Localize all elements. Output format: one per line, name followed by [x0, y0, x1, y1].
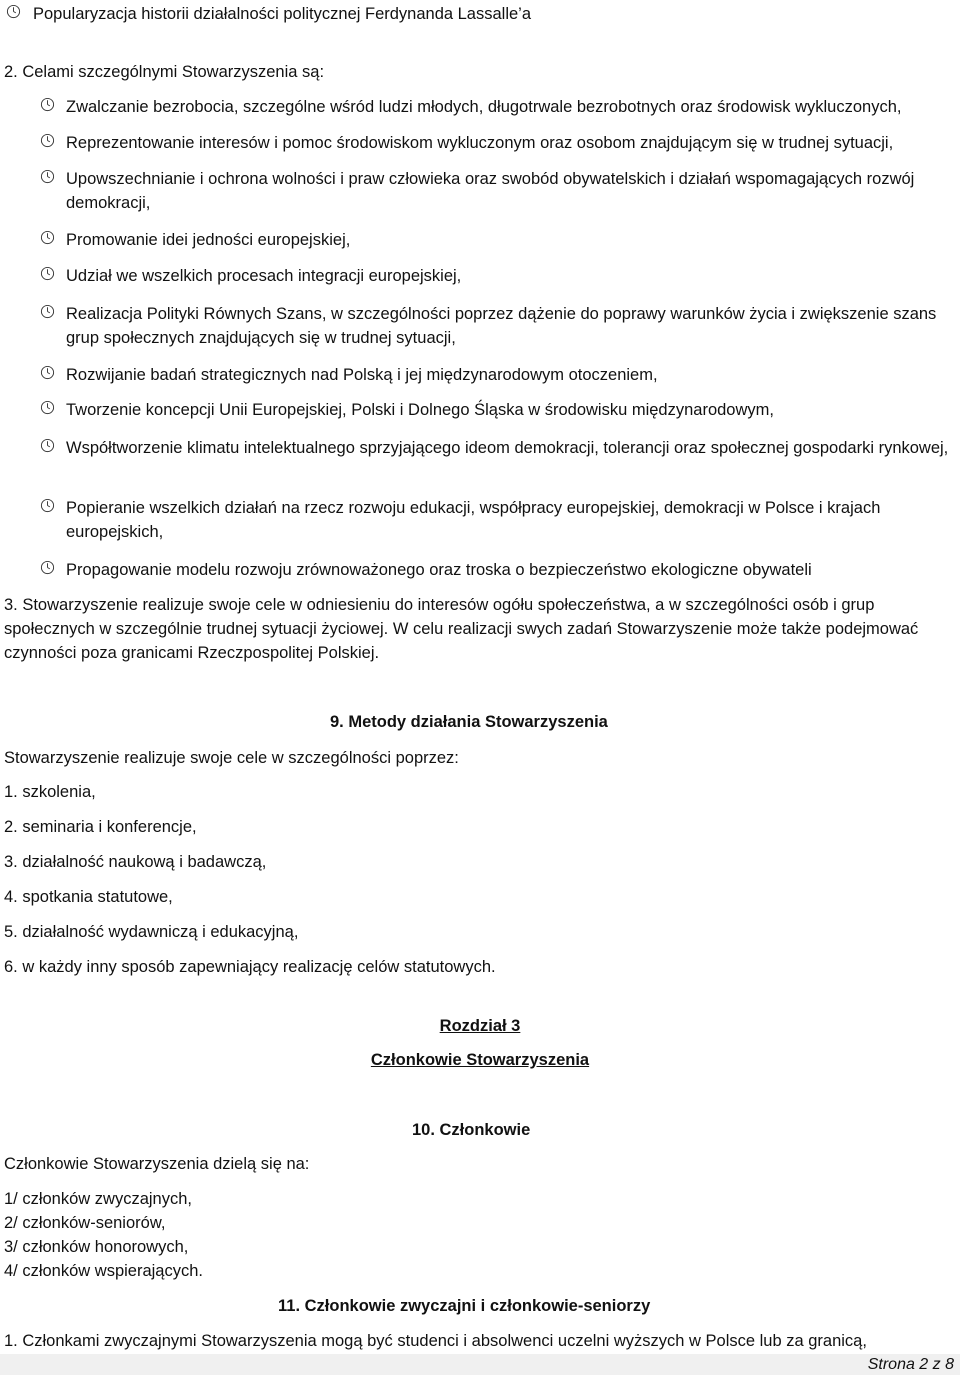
list-item: 6. w każdy inny sposób zapewniający realizację celów statutowych.: [4, 958, 496, 976]
list-item: 4. spotkania statutowe,: [4, 888, 173, 906]
list-item-text: Udział we wszelkich procesach integracji europejskiej,: [66, 267, 462, 285]
section-11-item: 1. Członkami zwyczajnymi Stowarzyszenia mogą być studenci i absolwenci uczelni wyższych w Polsce lub za granicą,: [4, 1332, 867, 1350]
clock-bullet-icon: [40, 560, 55, 575]
clock-bullet-icon: [6, 4, 21, 19]
clock-bullet-icon: [40, 438, 55, 453]
section-10-intro: Członkowie Stowarzyszenia dzielą się na:: [4, 1155, 310, 1173]
list-item: 1. szkolenia,: [4, 783, 96, 801]
list-item: 1/ członków zwyczajnych,: [4, 1190, 192, 1208]
section-11-heading: 11. Członkowie zwyczajni i członkowie-seniorzy: [278, 1297, 651, 1315]
list-item-text: Współtworzenie klimatu intelektualnego sprzyjającego ideom demokracji, tolerancji oraz społecznej gospodarki rynkowej,: [66, 439, 949, 457]
list-item-text: Realizacja Polityki Równych Szans, w szczególności poprzez dążenie do poprawy warunków życia i zwiększenie szans grup społecznych znajdujących się w trudnej sytuacji,: [66, 305, 937, 347]
list-item: 5. działalność wydawniczą i edukacyjną,: [4, 923, 299, 941]
section-10-heading: 10. Członkowie: [412, 1121, 531, 1139]
clock-bullet-icon: [40, 97, 55, 112]
clock-bullet-icon: [40, 266, 55, 281]
clock-bullet-icon: [40, 498, 55, 513]
section-3-paragraph: 3. Stowarzyszenie realizuje swoje cele w odniesieniu do interesów ogółu społeczeństwa, a w szczególności osób i grup społecznych w szczególnie trudnej sytuacji życiowej. W celu realizacji swych zadań Stowarzyszenie może także podejmować czynności poza granicami Rzeczpospolitej Polskiej.: [4, 596, 919, 662]
clock-bullet-icon: [40, 230, 55, 245]
list-item-text: Tworzenie koncepcji Unii Europejskiej, Polski i Dolnego Śląska w środowisku międzynarodowym,: [66, 401, 774, 419]
page-footer: [0, 1354, 960, 1375]
clock-bullet-icon: [40, 133, 55, 148]
list-item-text: Promowanie idei jedności europejskiej,: [66, 231, 351, 249]
list-item: 2/ członków-seniorów,: [4, 1214, 166, 1232]
clock-bullet-icon: [40, 169, 55, 184]
list-item-text: Propagowanie modelu rozwoju zrównoważonego oraz troska o bezpieczeństwo ekologiczne obywateli: [66, 561, 812, 579]
list-item-text: Zwalczanie bezrobocia, szczególne wśród ludzi młodych, długotrwale bezrobotnych oraz środowisk wykluczonych,: [66, 98, 902, 116]
section-2-heading: 2. Celami szczególnymi Stowarzyszenia są:: [4, 63, 325, 81]
clock-bullet-icon: [40, 400, 55, 415]
bullet-text: Popularyzacja historii działalności politycznej Ferdynanda Lassalle’a: [33, 5, 532, 23]
list-item: 3. działalność naukową i badawczą,: [4, 853, 267, 871]
page-number: Strona 2 z 8: [867, 1356, 954, 1373]
section-9-heading: 9. Metody działania Stowarzyszenia: [330, 713, 608, 731]
list-item: 4/ członków wspierających.: [4, 1262, 203, 1280]
list-item-text: Rozwijanie badań strategicznych nad Polską i jej międzynarodowym otoczeniem,: [66, 366, 658, 384]
list-item: 3/ członków honorowych,: [4, 1238, 189, 1256]
chapter-label: Rozdział 3: [439, 1017, 521, 1035]
list-item-text: Reprezentowanie interesów i pomoc środowiskom wykluczonym oraz osobom znajdującym się w trudnej sytuacji,: [66, 134, 894, 152]
list-item-text: Popieranie wszelkich działań na rzecz rozwoju edukacji, współpracy europejskiej, demokracji w Polsce i krajach europejskich,: [66, 499, 881, 541]
clock-bullet-icon: [40, 365, 55, 380]
section-9-intro: Stowarzyszenie realizuje swoje cele w szczególności poprzez:: [4, 749, 459, 767]
clock-bullet-icon: [40, 304, 55, 319]
list-item: 2. seminaria i konferencje,: [4, 818, 197, 836]
chapter-title: Członkowie Stowarzyszenia: [370, 1051, 590, 1069]
list-item-text: Upowszechnianie i ochrona wolności i praw człowieka oraz swobód obywatelskich i działań wspomagających rozwój demokracji,: [66, 170, 915, 212]
